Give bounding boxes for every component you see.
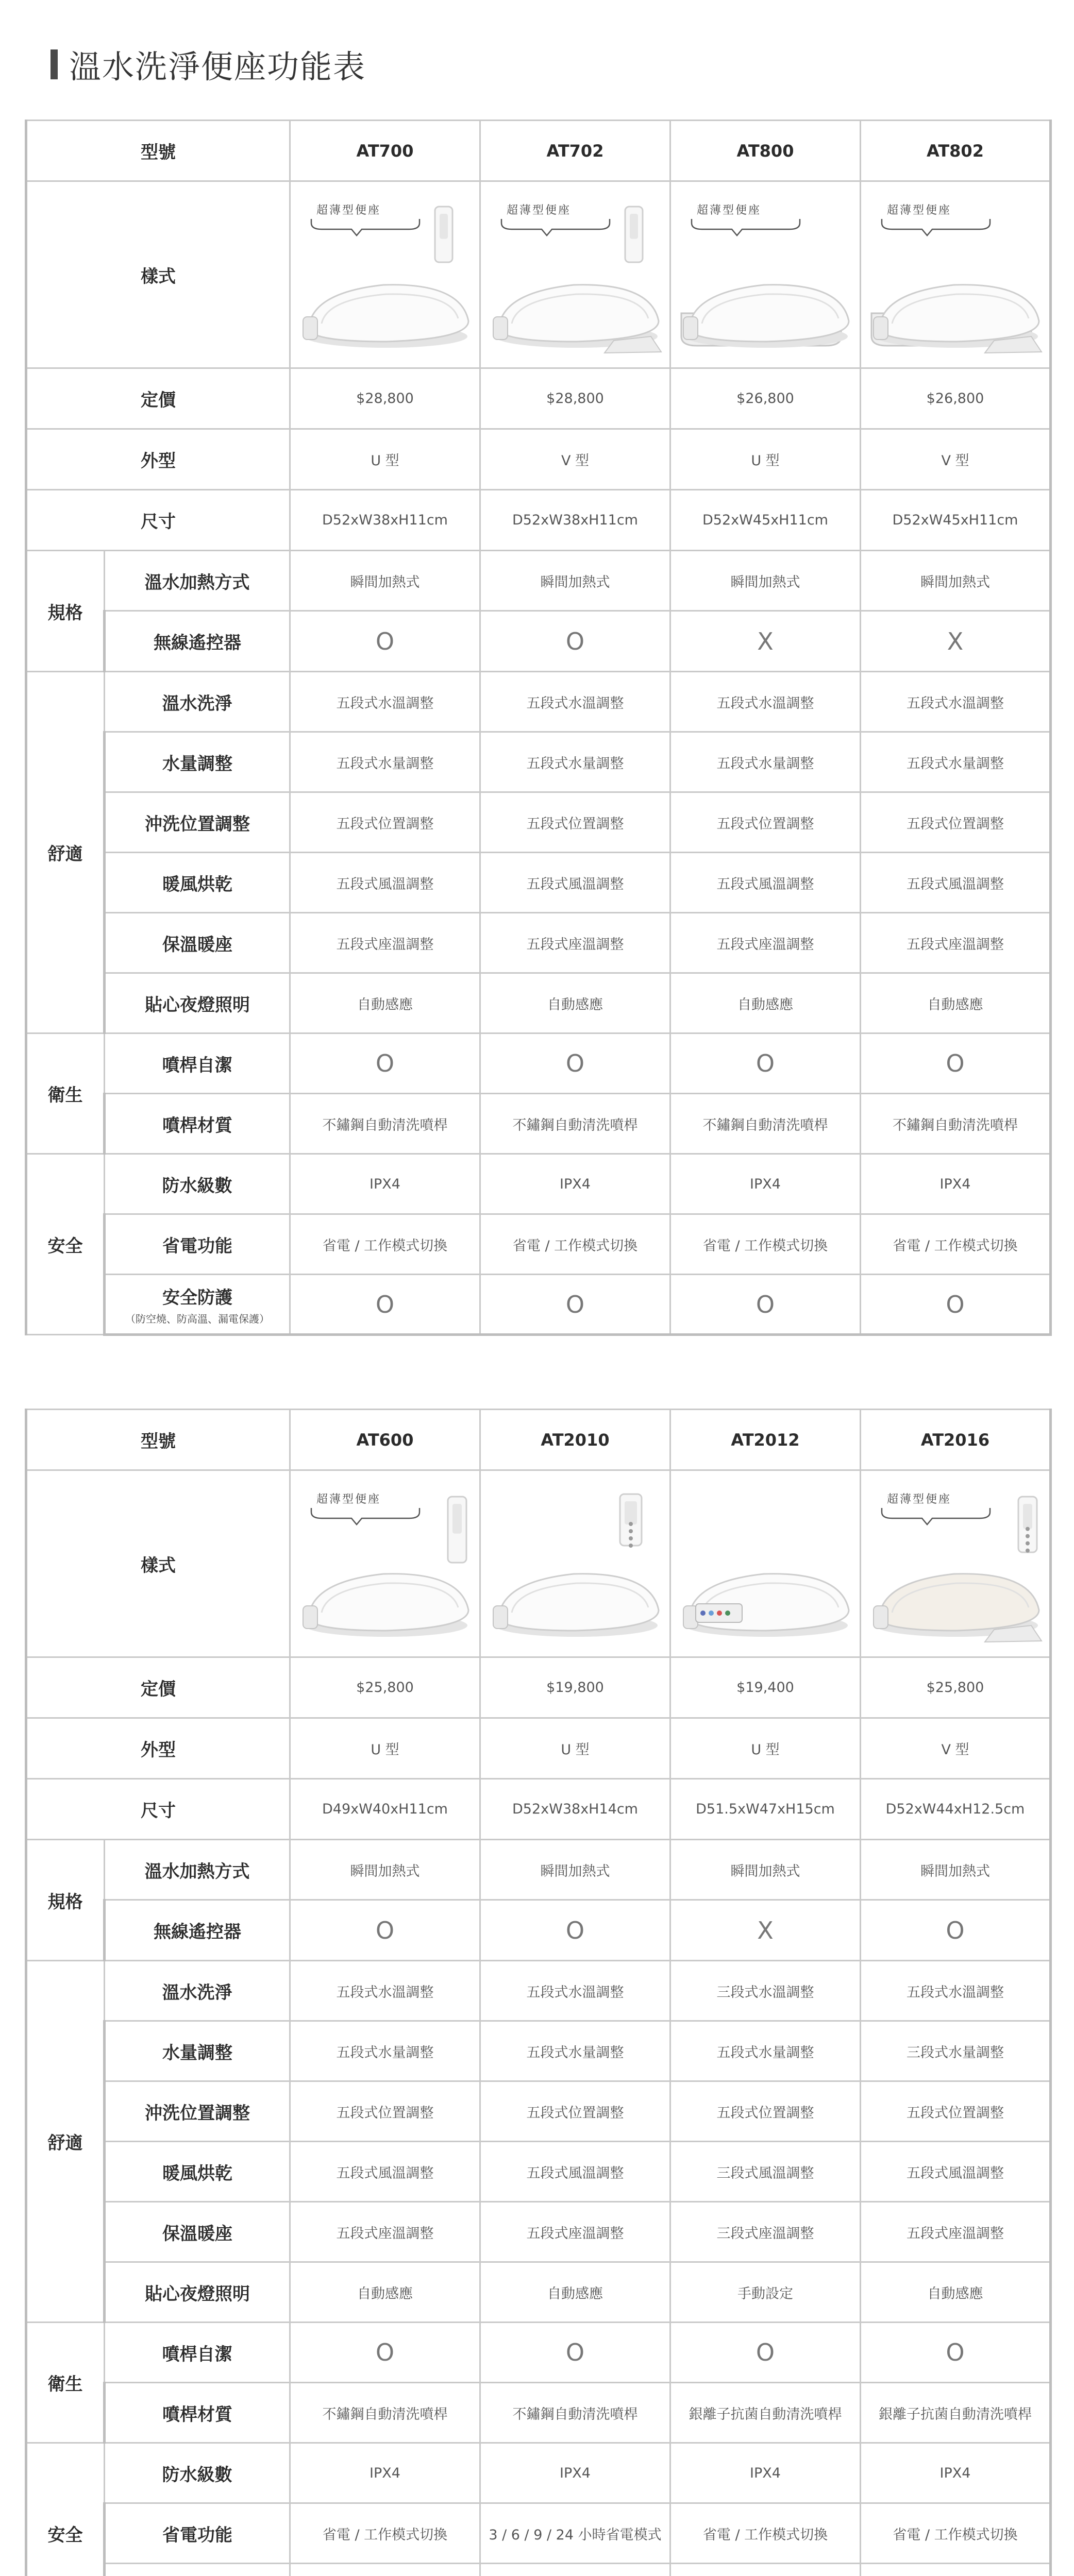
- product-tag: 超薄型便座: [887, 204, 952, 217]
- spec-value: U 型: [480, 1718, 670, 1779]
- row-label-text: 安全防護: [162, 1287, 232, 1308]
- availability-mark: O: [861, 2323, 1051, 2383]
- table-row-nozzle-material: [26, 1094, 1051, 1154]
- spec-value: D52xW38xH11cm: [290, 490, 480, 551]
- spec-value: IPX4: [670, 2443, 861, 2503]
- spec-value: 五段式座溫調整: [480, 913, 670, 973]
- spec-value: 五段式座溫調整: [861, 913, 1051, 973]
- availability-mark: O: [290, 1900, 480, 1961]
- table-row-water-volume: [26, 732, 1051, 792]
- row-label-nozzle-material: 噴桿材質: [105, 1094, 290, 1154]
- spec-value: 五段式水溫調整: [480, 1961, 670, 2021]
- table-row-remote: [26, 1900, 1051, 1961]
- group-label-spec: 規格: [26, 551, 105, 672]
- table-row-wash-position: [26, 2081, 1051, 2142]
- row-label-style-tags: 樣式: [26, 181, 290, 368]
- spec-value: 三段式座溫調整: [670, 2202, 861, 2262]
- table-row-night-light: [26, 973, 1051, 1033]
- spec-value: 瞬間加熱式: [480, 551, 670, 611]
- table-row-style-tags: [26, 1470, 1051, 1657]
- spec-value: IPX4: [290, 1154, 480, 1214]
- table-row-size: [26, 1779, 1051, 1840]
- toilet-seat-image: [291, 182, 479, 367]
- spec-value: 3 / 6 / 9 / 24 小時省電模式: [480, 2503, 670, 2564]
- spec-value: 不鏽鋼自動清洗噴桿: [480, 2383, 670, 2443]
- spec-value: 五段式位置調整: [480, 792, 670, 853]
- spec-value: 五段式水量調整: [290, 732, 480, 792]
- table-row-models: [26, 1410, 1051, 1470]
- spec-value: 五段式水量調整: [670, 2021, 861, 2081]
- row-label-seat-warm: 保溫暖座: [105, 2202, 290, 2262]
- product-tag: 超薄型便座: [316, 1493, 381, 1506]
- spec-value: 不鏽鋼自動清洗噴桿: [480, 1094, 670, 1154]
- toilet-seat-image: [291, 1471, 479, 1656]
- spec-value: 瞬間加熱式: [670, 551, 861, 611]
- spec-value: $28,800: [290, 368, 480, 429]
- toilet-seat-image: [671, 182, 860, 367]
- availability-mark: O: [290, 1033, 480, 1094]
- spec-value: 五段式水溫調整: [670, 672, 861, 732]
- spec-value: IPX4: [480, 1154, 670, 1214]
- row-label-models: 型號: [26, 1410, 290, 1470]
- row-label-warm-wash: 溫水洗淨: [105, 672, 290, 732]
- table-row-size: [26, 490, 1051, 551]
- table-row-heating: [26, 1840, 1051, 1900]
- row-label-water-volume: 水量調整: [105, 732, 290, 792]
- row-label-warm-wash: 溫水洗淨: [105, 1961, 290, 2021]
- spec-value: 瞬間加熱式: [861, 551, 1051, 611]
- table-row-seat-warm: [26, 2202, 1051, 2262]
- model-header: AT802: [861, 121, 1051, 181]
- spec-value: 三段式風溫調整: [670, 2142, 861, 2202]
- availability-mark: [861, 2564, 1051, 2576]
- availability-mark: [290, 2564, 480, 2576]
- availability-mark: O: [290, 2323, 480, 2383]
- group-label-spec: 規格: [26, 1840, 105, 1961]
- spec-value: 瞬間加熱式: [290, 551, 480, 611]
- spec-value: D52xW38xH11cm: [480, 490, 670, 551]
- spec-value: 瞬間加熱式: [290, 1840, 480, 1900]
- row-label-night-light: 貼心夜燈照明: [105, 2262, 290, 2323]
- group-label-hygiene: 衛生: [26, 2323, 105, 2443]
- row-label-size: 尺寸: [26, 1779, 290, 1840]
- product-image-cell: [290, 1470, 480, 1657]
- model-header: AT2016: [861, 1410, 1051, 1470]
- table-row-warm-dry: [26, 2142, 1051, 2202]
- spec-value: $25,800: [290, 1657, 480, 1718]
- availability-mark: X: [670, 1900, 861, 1961]
- availability-mark: O: [861, 1900, 1051, 1961]
- row-label-nozzle-clean: 噴桿自潔: [105, 2323, 290, 2383]
- table-row-price: [26, 1657, 1051, 1718]
- model-header: AT800: [670, 121, 861, 181]
- spec-value: 省電 / 工作模式切換: [290, 2503, 480, 2564]
- row-label-note: （防空燒、防高溫、漏電保護）: [125, 1312, 270, 1325]
- availability-mark: O: [480, 1275, 670, 1335]
- spec-value: 不鏽鋼自動清洗噴桿: [861, 1094, 1051, 1154]
- spec-value: 瞬間加熱式: [670, 1840, 861, 1900]
- table-row-waterproof: [26, 1154, 1051, 1214]
- row-label-remote: 無線遙控器: [105, 1900, 290, 1961]
- row-label-power-save: 省電功能: [105, 1214, 290, 1275]
- availability-mark: O: [480, 2323, 670, 2383]
- spec-value: 五段式位置調整: [290, 792, 480, 853]
- row-label-waterproof: 防水級數: [105, 1154, 290, 1214]
- row-label-style-tags: 樣式: [26, 1470, 290, 1657]
- product-tag: 超薄型便座: [887, 1493, 952, 1506]
- table-row-power-save: [26, 2503, 1051, 2564]
- table-row-style-tags: [26, 181, 1051, 368]
- spec-value: 五段式水量調整: [670, 732, 861, 792]
- table-row-models: [26, 121, 1051, 181]
- spec-value: U 型: [290, 1718, 480, 1779]
- row-label-nozzle-material: 噴桿材質: [105, 2383, 290, 2443]
- spec-value: 五段式水量調整: [480, 2021, 670, 2081]
- spec-value: 省電 / 工作模式切換: [670, 2503, 861, 2564]
- product-image-cell: [670, 1470, 861, 1657]
- table-row-nozzle-material: [26, 2383, 1051, 2443]
- spec-value: 五段式風溫調整: [480, 853, 670, 913]
- row-label-water-volume: 水量調整: [105, 2021, 290, 2081]
- row-label-seat-warm: 保溫暖座: [105, 913, 290, 973]
- spec-value: 自動感應: [670, 973, 861, 1033]
- row-label-wash-position: 沖洗位置調整: [105, 792, 290, 853]
- product-image-cell: [480, 181, 670, 368]
- model-header: AT700: [290, 121, 480, 181]
- group-label-hygiene: 衛生: [26, 1033, 105, 1154]
- group-label-safety: 安全: [26, 1154, 105, 1335]
- spec-value: IPX4: [480, 2443, 670, 2503]
- spec-value: U 型: [670, 429, 861, 490]
- spec-value: 五段式水量調整: [861, 732, 1051, 792]
- availability-mark: O: [480, 611, 670, 672]
- spec-value: 五段式水溫調整: [480, 672, 670, 732]
- availability-mark: O: [670, 1033, 861, 1094]
- spec-value: 五段式座溫調整: [290, 2202, 480, 2262]
- spec-value: 自動感應: [480, 973, 670, 1033]
- availability-mark: O: [861, 1033, 1051, 1094]
- page-title-text: 溫水洗淨便座功能表: [69, 48, 366, 86]
- availability-mark: X: [861, 611, 1051, 672]
- spec-value: 五段式座溫調整: [861, 2202, 1051, 2262]
- model-header: AT2012: [670, 1410, 861, 1470]
- spec-value: 五段式風溫調整: [861, 853, 1051, 913]
- spec-value: $19,800: [480, 1657, 670, 1718]
- spec-value: V 型: [480, 429, 670, 490]
- spec-value: 銀離子抗菌自動清洗噴桿: [861, 2383, 1051, 2443]
- availability-mark: O: [670, 1275, 861, 1335]
- row-label-heating: 溫水加熱方式: [105, 551, 290, 611]
- availability-mark: O: [670, 2323, 861, 2383]
- group-label-comfort: 舒適: [26, 672, 105, 1033]
- page-title: [51, 41, 366, 87]
- availability-mark: O: [480, 1900, 670, 1961]
- table-row-waterproof: [26, 2443, 1051, 2503]
- product-image-cell: [480, 1470, 670, 1657]
- spec-value: 瞬間加熱式: [861, 1840, 1051, 1900]
- model-header: AT600: [290, 1410, 480, 1470]
- row-label-safety: [105, 2564, 290, 2576]
- row-label-price: 定價: [26, 368, 290, 429]
- spec-table-1: [25, 120, 1052, 1336]
- availability-mark: O: [290, 1275, 480, 1335]
- spec-value: 三段式水溫調整: [670, 1961, 861, 2021]
- spec-value: IPX4: [861, 1154, 1051, 1214]
- row-label-size: 尺寸: [26, 490, 290, 551]
- spec-value: U 型: [290, 429, 480, 490]
- spec-value: 五段式風溫調整: [480, 2142, 670, 2202]
- availability-mark: O: [480, 1033, 670, 1094]
- spec-value: IPX4: [290, 2443, 480, 2503]
- spec-value: 五段式座溫調整: [480, 2202, 670, 2262]
- spec-value: 瞬間加熱式: [480, 1840, 670, 1900]
- row-label-nozzle-clean: 噴桿自潔: [105, 1033, 290, 1094]
- spec-value: 不鏽鋼自動清洗噴桿: [670, 1094, 861, 1154]
- table-row-heating: [26, 551, 1051, 611]
- spec-value: IPX4: [861, 2443, 1051, 2503]
- toilet-seat-image: [671, 1471, 860, 1656]
- table-row-safety: [26, 2564, 1051, 2576]
- spec-value: 五段式風溫調整: [290, 853, 480, 913]
- spec-value: D52xW45xH11cm: [861, 490, 1051, 551]
- toilet-seat-image: [481, 182, 669, 367]
- spec-value: 五段式座溫調整: [670, 913, 861, 973]
- product-image-cell: [670, 181, 861, 368]
- table-row-warm-wash: [26, 672, 1051, 732]
- row-label-heating: 溫水加熱方式: [105, 1840, 290, 1900]
- spec-value: D49xW40xH11cm: [290, 1779, 480, 1840]
- spec-value: 五段式風溫調整: [290, 2142, 480, 2202]
- group-label-safety: 安全: [26, 2443, 105, 2576]
- spec-value: $26,800: [861, 368, 1051, 429]
- product-image-cell: [290, 181, 480, 368]
- toilet-seat-image: [481, 1471, 669, 1656]
- spec-value: 自動感應: [861, 973, 1051, 1033]
- row-label-price: 定價: [26, 1657, 290, 1718]
- spec-value: D52xW45xH11cm: [670, 490, 861, 551]
- spec-value: 三段式水量調整: [861, 2021, 1051, 2081]
- table-row-warm-wash: [26, 1961, 1051, 2021]
- spec-value: U 型: [670, 1718, 861, 1779]
- table-row-nozzle-clean: [26, 2323, 1051, 2383]
- spec-value: 省電 / 工作模式切換: [861, 1214, 1051, 1275]
- spec-value: $26,800: [670, 368, 861, 429]
- spec-value: $25,800: [861, 1657, 1051, 1718]
- row-label-warm-dry: 暖風烘乾: [105, 2142, 290, 2202]
- spec-value: 自動感應: [861, 2262, 1051, 2323]
- spec-value: V 型: [861, 1718, 1051, 1779]
- spec-value: 五段式水量調整: [290, 2021, 480, 2081]
- row-label-shape: 外型: [26, 1718, 290, 1779]
- row-label-warm-dry: 暖風烘乾: [105, 853, 290, 913]
- row-label-models: 型號: [26, 121, 290, 181]
- spec-value: 不鏽鋼自動清洗噴桿: [290, 2383, 480, 2443]
- availability-mark: O: [861, 1275, 1051, 1335]
- table-row-shape: [26, 1718, 1051, 1779]
- spec-value: 五段式風溫調整: [670, 853, 861, 913]
- spec-value: D52xW44xH12.5cm: [861, 1779, 1051, 1840]
- spec-value: 五段式位置調整: [670, 2081, 861, 2142]
- spec-value: 五段式位置調整: [480, 2081, 670, 2142]
- table-row-wash-position: [26, 792, 1051, 853]
- table-row-power-save: [26, 1214, 1051, 1275]
- row-label-shape: 外型: [26, 429, 290, 490]
- row-label-safety: [105, 1275, 290, 1335]
- spec-value: $19,400: [670, 1657, 861, 1718]
- table-row-remote: [26, 611, 1051, 672]
- table-row-water-volume: [26, 2021, 1051, 2081]
- availability-mark: O: [290, 611, 480, 672]
- spec-value: 五段式座溫調整: [290, 913, 480, 973]
- spec-value: 五段式位置調整: [861, 792, 1051, 853]
- availability-mark: [670, 2564, 861, 2576]
- spec-value: 五段式風溫調整: [861, 2142, 1051, 2202]
- product-tag: 超薄型便座: [697, 204, 762, 217]
- table-row-shape: [26, 429, 1051, 490]
- toilet-seat-image: [861, 1471, 1049, 1656]
- product-image-cell: [861, 181, 1051, 368]
- spec-value: 自動感應: [480, 2262, 670, 2323]
- spec-value: V 型: [861, 429, 1051, 490]
- spec-value: 五段式水溫調整: [290, 672, 480, 732]
- table-row-price: [26, 368, 1051, 429]
- spec-value: 自動感應: [290, 2262, 480, 2323]
- title-accent-bar: [51, 49, 58, 79]
- table-row-warm-dry: [26, 853, 1051, 913]
- spec-value: $28,800: [480, 368, 670, 429]
- spec-value: D52xW38xH14cm: [480, 1779, 670, 1840]
- row-label-night-light: 貼心夜燈照明: [105, 973, 290, 1033]
- spec-value: 不鏽鋼自動清洗噴桿: [290, 1094, 480, 1154]
- table-row-nozzle-clean: [26, 1033, 1051, 1094]
- spec-value: 省電 / 工作模式切換: [670, 1214, 861, 1275]
- spec-value: 五段式水量調整: [480, 732, 670, 792]
- spec-value: IPX4: [670, 1154, 861, 1214]
- spec-value: 銀離子抗菌自動清洗噴桿: [670, 2383, 861, 2443]
- spec-table-2: [25, 1409, 1052, 2576]
- availability-mark: X: [670, 611, 861, 672]
- spec-value: 五段式水溫調整: [861, 672, 1051, 732]
- row-label-wash-position: 沖洗位置調整: [105, 2081, 290, 2142]
- table-row-night-light: [26, 2262, 1051, 2323]
- spec-value: 省電 / 工作模式切換: [480, 1214, 670, 1275]
- table-row-safety: [26, 1275, 1051, 1335]
- spec-value: 五段式位置調整: [670, 792, 861, 853]
- spec-value: 手動設定: [670, 2262, 861, 2323]
- product-tag: 超薄型便座: [507, 204, 572, 217]
- model-header: AT702: [480, 121, 670, 181]
- product-tag: 超薄型便座: [316, 204, 381, 217]
- spec-value: D51.5xW47xH15cm: [670, 1779, 861, 1840]
- group-label-comfort: 舒適: [26, 1961, 105, 2323]
- spec-value: 省電 / 工作模式切換: [290, 1214, 480, 1275]
- model-header: AT2010: [480, 1410, 670, 1470]
- table-row-seat-warm: [26, 913, 1051, 973]
- row-label-waterproof: 防水級數: [105, 2443, 290, 2503]
- toilet-seat-image: [861, 182, 1049, 367]
- row-label-power-save: 省電功能: [105, 2503, 290, 2564]
- spec-value: 五段式位置調整: [861, 2081, 1051, 2142]
- spec-value: 五段式水溫調整: [861, 1961, 1051, 2021]
- row-label-remote: 無線遙控器: [105, 611, 290, 672]
- spec-value: 五段式位置調整: [290, 2081, 480, 2142]
- spec-value: 五段式水溫調整: [290, 1961, 480, 2021]
- spec-value: 自動感應: [290, 973, 480, 1033]
- availability-mark: [480, 2564, 670, 2576]
- spec-value: 省電 / 工作模式切換: [861, 2503, 1051, 2564]
- product-image-cell: [861, 1470, 1051, 1657]
